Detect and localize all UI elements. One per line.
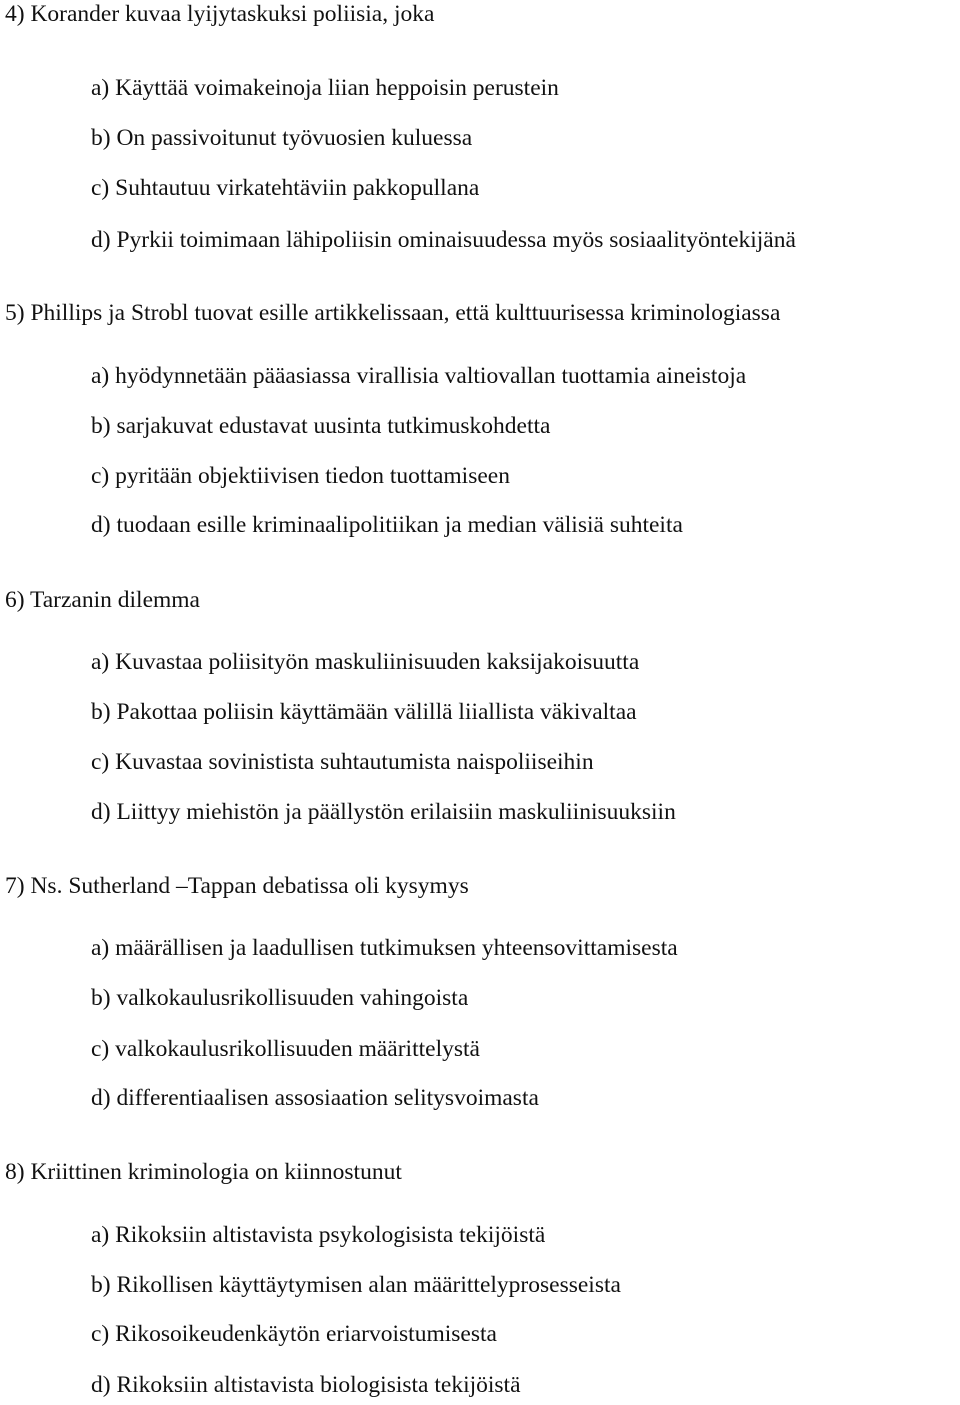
option-c: c) pyritään objektiivisen tiedon tuottamiseen: [91, 463, 510, 489]
option-d: d) tuodaan esille kriminaalipolitiikan ja median välisiä suhteita: [91, 512, 683, 538]
option-d: d) Pyrkii toimimaan lähipoliisin ominaisuudessa myös sosiaalityöntekijänä: [91, 227, 796, 253]
option-c: c) valkokaulusrikollisuuden määrittelystä: [91, 1036, 480, 1062]
question-text: 5) Phillips ja Strobl tuovat esille artikkelissaan, että kulttuurisessa kriminologiassa: [5, 300, 781, 326]
question-text: 7) Ns. Sutherland –Tappan debatissa oli kysymys: [5, 873, 469, 899]
option-a: a) Käyttää voimakeinoja liian heppoisin perustein: [91, 75, 559, 101]
option-b: b) sarjakuvat edustavat uusinta tutkimuskohdetta: [91, 413, 551, 439]
option-c: c) Rikosoikeudenkäytön eriarvoistumisesta: [91, 1321, 497, 1347]
option-c: c) Kuvastaa sovinistista suhtautumista naispoliiseihin: [91, 749, 594, 775]
option-a: a) Rikoksiin altistavista psykologisista tekijöistä: [91, 1222, 546, 1248]
option-b: b) Pakottaa poliisin käyttämään välillä liiallista väkivaltaa: [91, 699, 637, 725]
option-c: c) Suhtautuu virkatehtäviin pakkopullana: [91, 175, 480, 201]
option-d: d) Liittyy miehistön ja päällystön erilaisiin maskuliinisuuksiin: [91, 799, 676, 825]
option-d: d) differentiaalisen assosiaation selitysvoimasta: [91, 1085, 539, 1111]
option-b: b) valkokaulusrikollisuuden vahingoista: [91, 985, 469, 1011]
question-text: 8) Kriittinen kriminologia on kiinnostunut: [5, 1159, 402, 1185]
question-text: 6) Tarzanin dilemma: [5, 587, 200, 613]
option-b: b) Rikollisen käyttäytymisen alan määrittelyprosesseista: [91, 1272, 621, 1298]
option-a: a) hyödynnetään pääasiassa virallisia valtiovallan tuottamia aineistoja: [91, 363, 747, 389]
option-a: a) Kuvastaa poliisityön maskuliinisuuden kaksijakoisuutta: [91, 649, 640, 675]
option-a: a) määrällisen ja laadullisen tutkimuksen yhteensovittamisesta: [91, 935, 678, 961]
option-d: d) Rikoksiin altistavista biologisista tekijöistä: [91, 1372, 521, 1398]
question-text: 4) Korander kuvaa lyijytaskuksi poliisia, joka: [5, 1, 435, 27]
option-b: b) On passivoitunut työvuosien kuluessa: [91, 125, 473, 151]
